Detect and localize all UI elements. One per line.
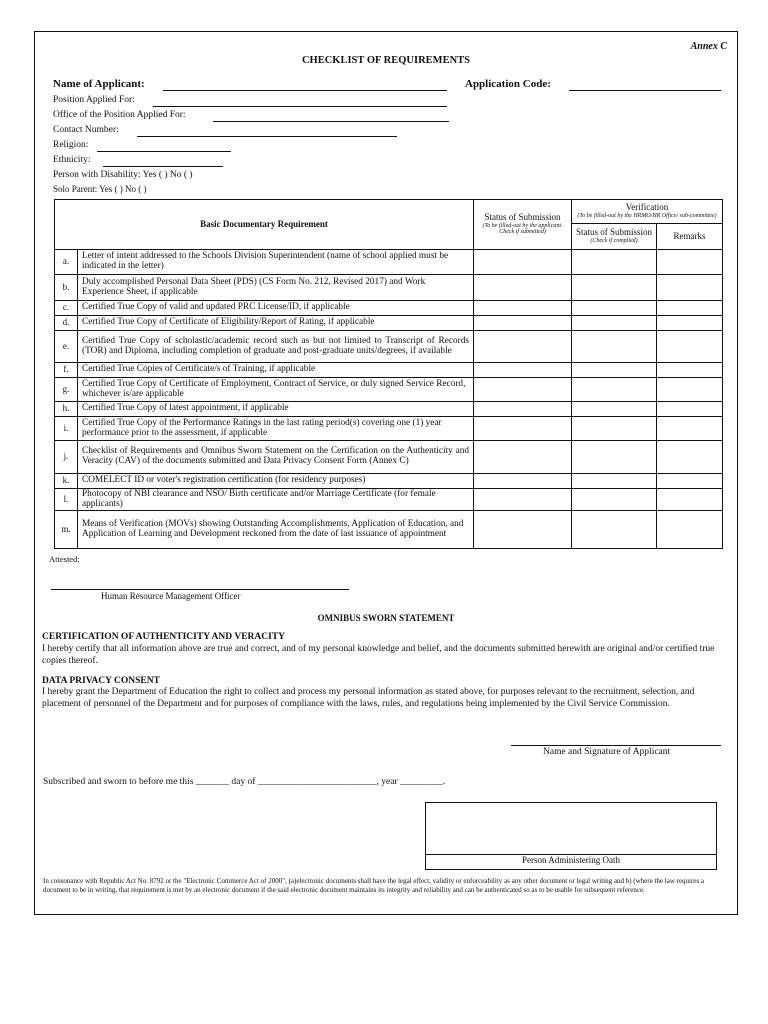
table-row: [55, 250, 723, 275]
requirement-text: Certified True Copies of Certificate/s of Training, if applicable: [78, 363, 474, 378]
applicant-status-cell[interactable]: [474, 301, 572, 316]
remarks-cell[interactable]: [657, 511, 723, 549]
table-row: [55, 275, 723, 301]
applicant-status-cell[interactable]: [474, 489, 572, 511]
verification-status-cell[interactable]: [572, 417, 657, 441]
contact-number-label: Contact Number:: [53, 125, 119, 135]
contact-number-field[interactable]: [137, 136, 397, 137]
verification-status-cell[interactable]: [572, 316, 657, 331]
col-verification-header: Verification (To be filled-out by the HRMO/HR Office/ sub-committee): [572, 200, 723, 224]
requirement-text: Means of Verification (MOVs) showing Outstanding Accomplishments, Application of Education, and Application of Learning and Development reckoned from the date of last issuance of appointment: [78, 511, 474, 549]
verification-status-cell[interactable]: [572, 378, 657, 402]
applicant-status-cell[interactable]: [474, 378, 572, 402]
attested-label: Attested:: [49, 554, 80, 564]
applicant-status-cell[interactable]: [474, 402, 572, 417]
table-row: [55, 441, 723, 474]
table-row: [55, 402, 723, 417]
col-ver-status-note: (Check if complied): [590, 238, 638, 245]
applicant-status-cell[interactable]: [474, 474, 572, 489]
requirement-text: COMELECT ID or voter's registration certification (for residency purposes): [78, 474, 474, 489]
row-letter: b.: [55, 275, 78, 301]
row-letter: m.: [55, 511, 78, 549]
verification-status-cell[interactable]: [572, 511, 657, 549]
annex-label: Annex C: [690, 41, 727, 52]
solo-parent-option[interactable]: Solo Parent: Yes ( ) No ( ): [53, 184, 147, 194]
position-applied-label: Position Applied For:: [53, 95, 135, 105]
sworn-statement-text: Subscribed and sworn to before me this _______ day of _________________________, year _________.: [43, 777, 446, 787]
hrmo-signature-line[interactable]: [51, 589, 349, 590]
col-verification-note: (To be filled-out by the HRMO/HR Office/ sub-committee): [577, 213, 717, 220]
col-requirement-header: Basic Documentary Requirement: [55, 200, 474, 250]
name-of-applicant-field[interactable]: [163, 90, 447, 91]
verification-status-cell[interactable]: [572, 275, 657, 301]
table-row: [55, 316, 723, 331]
row-letter: d.: [55, 316, 78, 331]
remarks-cell[interactable]: [657, 250, 723, 275]
religion-label: Religion:: [53, 140, 89, 150]
ethnicity-field[interactable]: [103, 166, 223, 167]
legal-footer: In consonance with Republic Act No. 8792 or the "Electronic Commerce Act of 2000", (a)electronic documents shall have the legal effect, validity or enforceability as any other document or legal writing and b) (where the law requires a document to be in writing, that requirement is met by an electronic document if the said electronic document maintains its integrity and reliability and can be authenticated so as to be usable for subsequent reference.: [43, 877, 705, 895]
requirement-text: Letter of intent addressed to the Schools Division Superintendent (name of school applied must be indicated in the letter): [78, 250, 474, 275]
applicant-status-cell[interactable]: [474, 417, 572, 441]
verification-status-cell[interactable]: [572, 402, 657, 417]
table-row: [55, 489, 723, 511]
requirement-text: Certified True Copy of Certificate of Eligibility/Report of Rating, if applicable: [78, 316, 474, 331]
privacy-text: I hereby grant the Department of Education the right to collect and process my personal information as stated above, for purposes relevant to the recruitment, selection, and placement of personnel of the Department and for purposes of compliance with the laws, rules, and regulations being implemented by the Civil Service Commission.: [42, 687, 695, 709]
requirement-text: Certified True Copy of the Performance Ratings in the last rating period(s) covering one (1) year performance prior to the assessment, if applicable: [78, 417, 474, 441]
requirement-text: Certified True Copy of latest appointment, if applicable: [78, 402, 474, 417]
remarks-cell[interactable]: [657, 489, 723, 511]
religion-field[interactable]: [97, 151, 231, 152]
remarks-cell[interactable]: [657, 316, 723, 331]
table-row: [55, 331, 723, 363]
requirements-table: [54, 199, 723, 549]
oath-label: Person Administering Oath: [522, 855, 620, 865]
requirement-text: Photocopy of NBI clearance and NSO/ Birth certificate and/or Marriage Certificate (for female applicants): [78, 489, 474, 511]
hrmo-label: Human Resource Management Officer: [101, 591, 241, 601]
row-letter: c.: [55, 301, 78, 316]
requirement-text: Checklist of Requirements and Omnibus Sworn Statement on the Certification on the Authenticity and Veracity (CAV) of the documents submitted and Data Privacy Consent Form (Annex C): [78, 441, 474, 474]
application-code-label: Application Code:: [465, 78, 551, 90]
remarks-cell[interactable]: [657, 331, 723, 363]
privacy-heading: DATA PRIVACY CONSENT: [42, 676, 160, 686]
applicant-signature-line[interactable]: [511, 745, 721, 746]
table-row: [55, 363, 723, 378]
col-remarks-header: Remarks: [657, 224, 723, 250]
remarks-cell[interactable]: [657, 402, 723, 417]
row-letter: j.: [55, 441, 78, 474]
requirement-text: Certified True Copy of valid and updated PRC License/ID, if applicable: [78, 301, 474, 316]
verification-status-cell[interactable]: [572, 250, 657, 275]
application-code-field[interactable]: [569, 90, 721, 91]
table-row: [55, 474, 723, 489]
verification-status-cell[interactable]: [572, 363, 657, 378]
row-letter: g.: [55, 378, 78, 402]
certification-heading: CERTIFICATION OF AUTHENTICITY AND VERACITY: [42, 632, 286, 642]
remarks-cell[interactable]: [657, 441, 723, 474]
applicant-signature-label: Name and Signature of Applicant: [543, 747, 671, 757]
col-status-header: Status of Submission (To be filled-out by the applicant. Check if submitted): [474, 200, 572, 250]
remarks-cell[interactable]: [657, 301, 723, 316]
row-letter: f.: [55, 363, 78, 378]
applicant-status-cell[interactable]: [474, 511, 572, 549]
office-position-label: Office of the Position Applied For:: [53, 110, 186, 120]
name-of-applicant-label: Name of Applicant:: [53, 78, 145, 90]
row-letter: h.: [55, 402, 78, 417]
certification-text: I hereby certify that all information above are true and correct, and of my personal knowledge and belief, and the documents submitted herewith are original and/or certified true copies thereof.: [42, 644, 715, 666]
verification-status-cell[interactable]: [572, 474, 657, 489]
disability-option[interactable]: Person with Disability: Yes ( ) No ( ): [53, 170, 193, 180]
verification-status-cell[interactable]: [572, 331, 657, 363]
applicant-status-cell[interactable]: [474, 275, 572, 301]
verification-status-cell[interactable]: [572, 301, 657, 316]
verification-status-cell[interactable]: [572, 441, 657, 474]
remarks-cell[interactable]: [657, 474, 723, 489]
omnibus-title: OMNIBUS SWORN STATEMENT: [317, 613, 455, 623]
remarks-cell[interactable]: [657, 363, 723, 378]
applicant-status-cell[interactable]: [474, 250, 572, 275]
table-row: [55, 378, 723, 402]
row-letter: k.: [55, 474, 78, 489]
row-letter: a.: [55, 250, 78, 275]
table-row: [55, 301, 723, 316]
col-ver-status-header: Status of Submission (Check if complied): [572, 224, 657, 250]
row-letter: e.: [55, 331, 78, 363]
oath-signature-box[interactable]: [425, 802, 717, 870]
form-title: CHECKLIST OF REQUIREMENTS: [301, 55, 471, 66]
form-page: [34, 31, 738, 915]
table-row: [55, 417, 723, 441]
applicant-status-cell[interactable]: [474, 316, 572, 331]
remarks-cell[interactable]: [657, 378, 723, 402]
ethnicity-label: Ethnicity:: [53, 155, 91, 165]
col-status-note: (To be filled-out by the applicant. Check if submitted): [482, 223, 563, 236]
requirement-text: Duly accomplished Personal Data Sheet (PDS) (CS Form No. 212, Revised 2017) and Work Experience Sheet, if applicable: [78, 275, 474, 301]
verification-status-cell[interactable]: [572, 489, 657, 511]
position-applied-field[interactable]: [153, 106, 447, 107]
applicant-status-cell[interactable]: [474, 441, 572, 474]
applicant-status-cell[interactable]: [474, 331, 572, 363]
applicant-status-cell[interactable]: [474, 363, 572, 378]
remarks-cell[interactable]: [657, 417, 723, 441]
table-row: [55, 511, 723, 549]
row-letter: i.: [55, 417, 78, 441]
requirement-text: Certified True Copy of scholastic/academic record such as but not limited to Transcript of Records (TOR) and Diploma, including completion of graduate and post-graduate units/degrees, if available: [78, 331, 474, 363]
requirement-text: Certified True Copy of Certificate of Employment, Contract of Service, or duly signed Service Record, whichever is/are applicable: [78, 378, 474, 402]
row-letter: l.: [55, 489, 78, 511]
remarks-cell[interactable]: [657, 275, 723, 301]
office-position-field[interactable]: [213, 121, 449, 122]
